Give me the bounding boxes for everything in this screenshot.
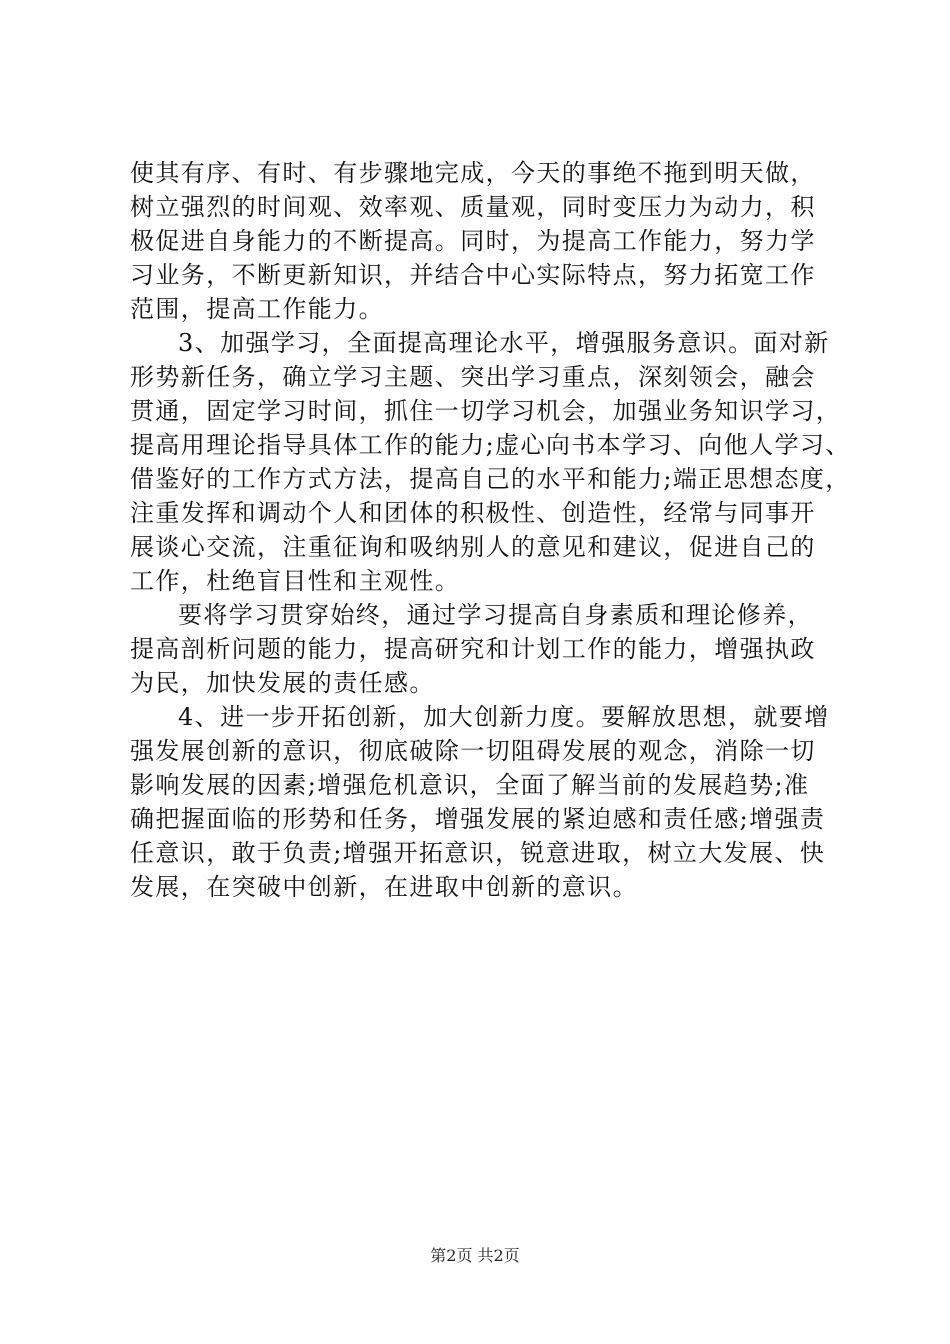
text-line-section-3-start: 3、加强学习，全面提高理论水平，增强服务意识。面对新 [178, 329, 830, 357]
text-line: 确把握面临的形势和任务，增强发展的紧迫感和责任感;增强责 [130, 805, 826, 833]
text-line-section-4-start: 4、进一步开拓创新，加大创新力度。要解放思想，就要增 [178, 703, 830, 731]
text-line: 提高用理论指导具体工作的能力;虚心向书本学习、向他人学习、 [130, 431, 851, 459]
text-line: 形势新任务，确立学习主题、突出学习重点，深刻领会，融会 [130, 363, 816, 391]
text-line: 工作，杜绝盲目性和主观性。 [130, 567, 461, 595]
text-line: 提高剖析问题的能力，提高研究和计划工作的能力，增强执政 [130, 635, 816, 663]
text-line: 任意识，敢于负责;增强开拓意识，锐意进取，树立大发展、快 [130, 839, 826, 867]
text-line: 树立强烈的时间观、效率观、质量观，同时变压力为动力，积 [130, 193, 816, 221]
text-line: 极促进自身能力的不断提高。同时，为提高工作能力，努力学 [130, 227, 816, 255]
text-line: 强发展创新的意识，彻底破除一切阻碍发展的观念，消除一切 [130, 737, 816, 765]
text-line: 为民，加快发展的责任感。 [130, 669, 435, 697]
text-line: 展谈心交流，注重征询和吸纳别人的意见和建议，促进自己的 [130, 533, 816, 561]
document-body [130, 156, 851, 904]
text-line: 注重发挥和调动个人和团体的积极性、创造性，经常与同事开 [130, 499, 816, 527]
text-line-paragraph-start: 要将学习贯穿始终，通过学习提高自身素质和理论修养， [178, 601, 813, 629]
text-line: 习业务，不断更新知识，并结合中心实际特点，努力拓宽工作 [130, 261, 816, 289]
text-line: 范围，提高工作能力。 [130, 295, 384, 323]
text-line: 使其有序、有时、有步骤地完成，今天的事绝不拖到明天做， [130, 159, 816, 187]
page-number-footer: 第2页 共2页 [430, 1246, 520, 1265]
text-line: 贯通，固定学习时间，抓住一切学习机会，加强业务知识学习， [130, 397, 842, 425]
text-line: 借鉴好的工作方式方法，提高自己的水平和能力;端正思想态度， [130, 465, 851, 493]
text-line: 影响发展的因素;增强危机意识，全面了解当前的发展趋势;准 [130, 771, 810, 799]
text-line: 发展，在突破中创新，在进取中创新的意识。 [130, 873, 638, 901]
